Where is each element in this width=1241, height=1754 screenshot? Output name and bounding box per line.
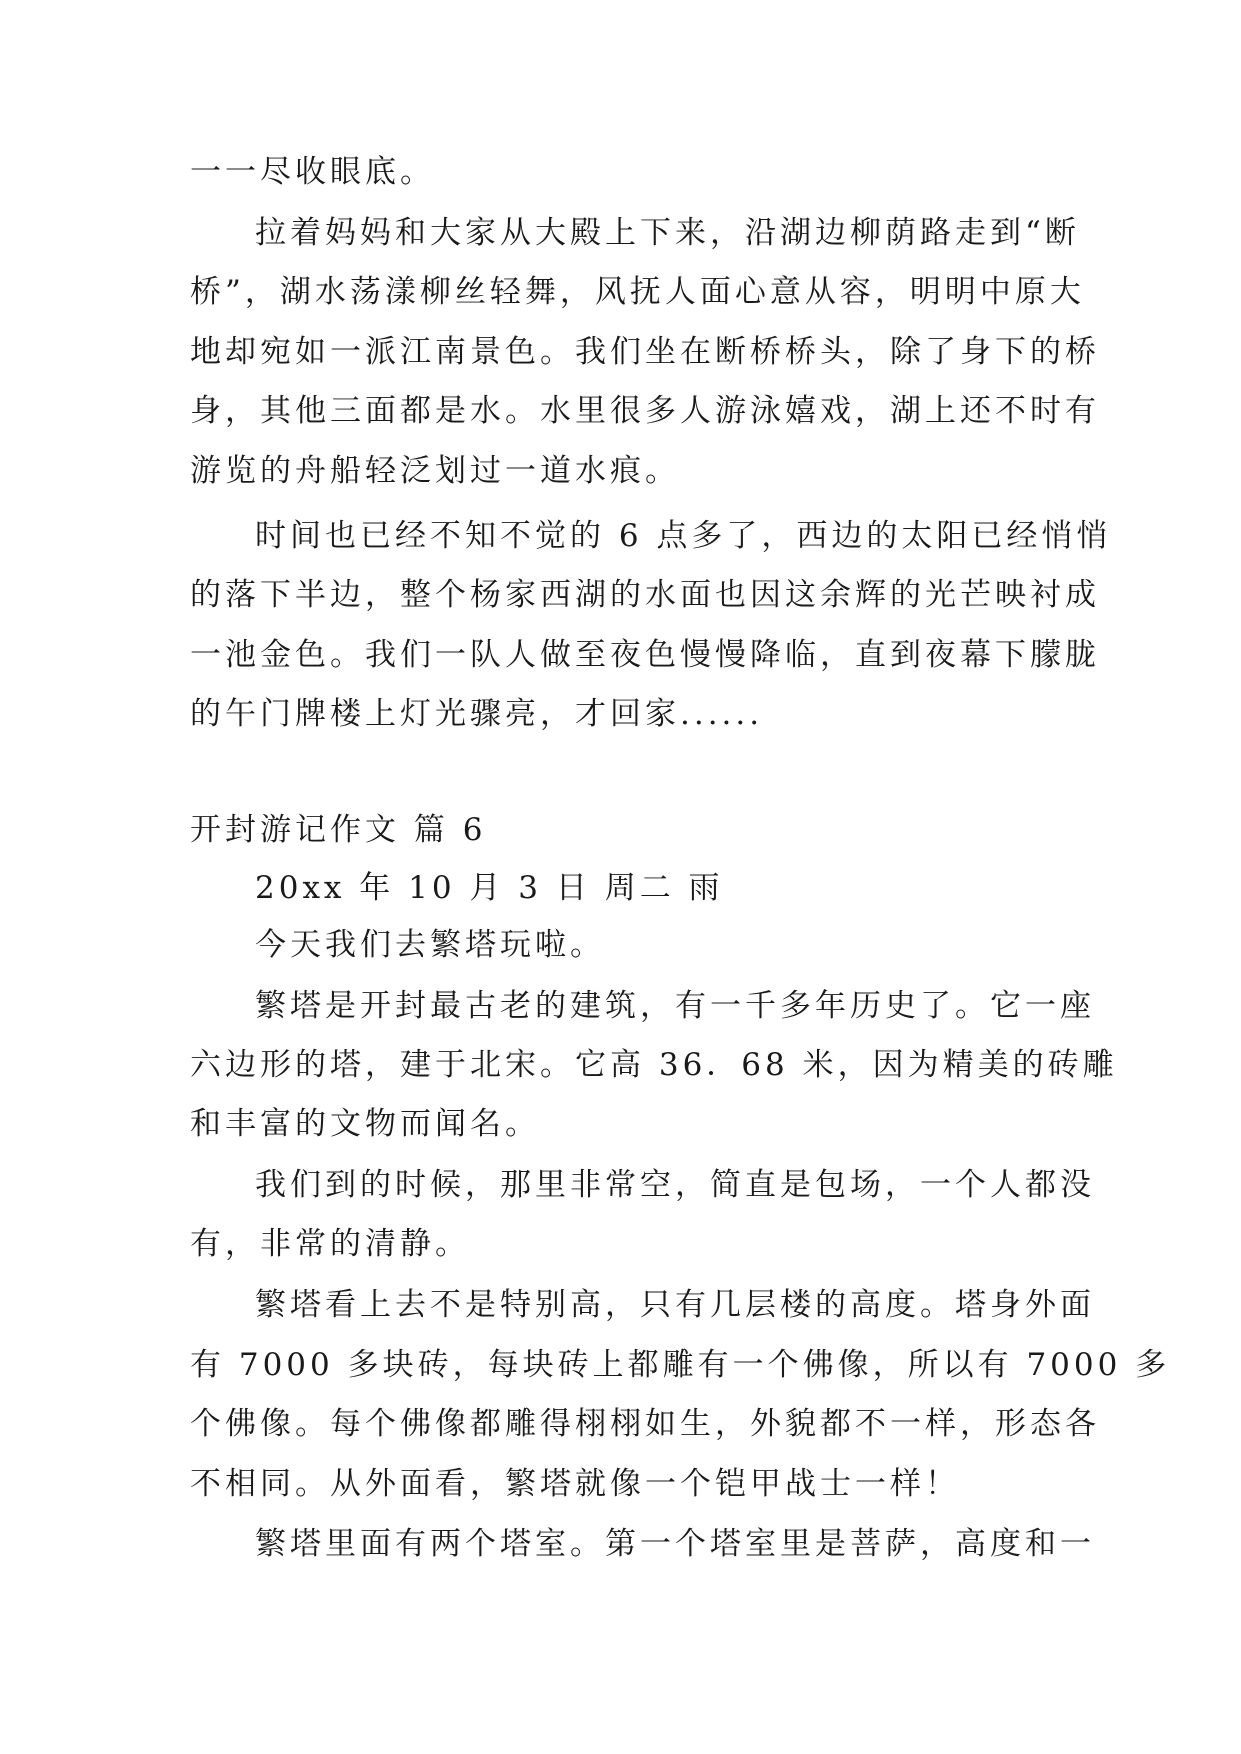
text-line: 地却宛如一派江南景色。我们坐在断桥桥头，除了身下的桥 xyxy=(190,334,1100,370)
text-line: 今天我们去繁塔玩啦。 xyxy=(255,927,605,963)
text-line: 有，非常的清静。 xyxy=(190,1226,470,1262)
text-line: 六边形的塔，建于北宋。它高 36．68 米，因为精美的砖雕 xyxy=(190,1047,1118,1083)
text-line: 一池金色。我们一队人做至夜色慢慢降临，直到夜幕下朦胧 xyxy=(190,637,1100,673)
text-line: 繁塔里面有两个塔室。第一个塔室里是菩萨，高度和一 xyxy=(255,1526,1095,1562)
text-line: 不相同。从外面看，繁塔就像一个铠甲战士一样！ xyxy=(190,1466,960,1502)
text-line: 我们到的时候，那里非常空，简直是包场，一个人都没 xyxy=(255,1167,1095,1203)
text-line: 的午门牌楼上灯光骤亮，才回家...... xyxy=(190,696,764,732)
text-line: 和丰富的文物而闻名。 xyxy=(190,1106,540,1142)
text-line: 时间也已经不知不觉的 6 点多了，西边的太阳已经悄悄 xyxy=(255,518,1112,554)
text-line: 一一尽收眼底。 xyxy=(190,154,435,190)
section-heading: 开封游记作文 篇 6 xyxy=(190,812,487,848)
text-line: 繁塔是开封最古老的建筑，有一千多年历史了。它一座 xyxy=(255,988,1095,1024)
date-line: 20xx 年 10 月 3 日 周二 雨 xyxy=(255,870,724,906)
text-line: 的落下半边，整个杨家西湖的水面也因这余辉的光芒映衬成 xyxy=(190,577,1100,613)
text-line: 有 7000 多块砖，每块砖上都雕有一个佛像，所以有 7000 多 xyxy=(190,1347,1171,1383)
text-line: 拉着妈妈和大家从大殿上下来，沿湖边柳荫路走到“断 xyxy=(255,215,1080,251)
text-line: 繁塔看上去不是特别高，只有几层楼的高度。塔身外面 xyxy=(255,1287,1095,1323)
text-line: 个佛像。每个佛像都雕得栩栩如生，外貌都不一样，形态各 xyxy=(190,1406,1100,1442)
text-line: 游览的舟船轻泛划过一道水痕。 xyxy=(190,453,680,489)
text-line: 身，其他三面都是水。水里很多人游泳嬉戏，湖上还不时有 xyxy=(190,393,1100,429)
text-line: 桥”，湖水荡漾柳丝轻舞，风抚人面心意从容，明明中原大 xyxy=(190,274,1085,310)
